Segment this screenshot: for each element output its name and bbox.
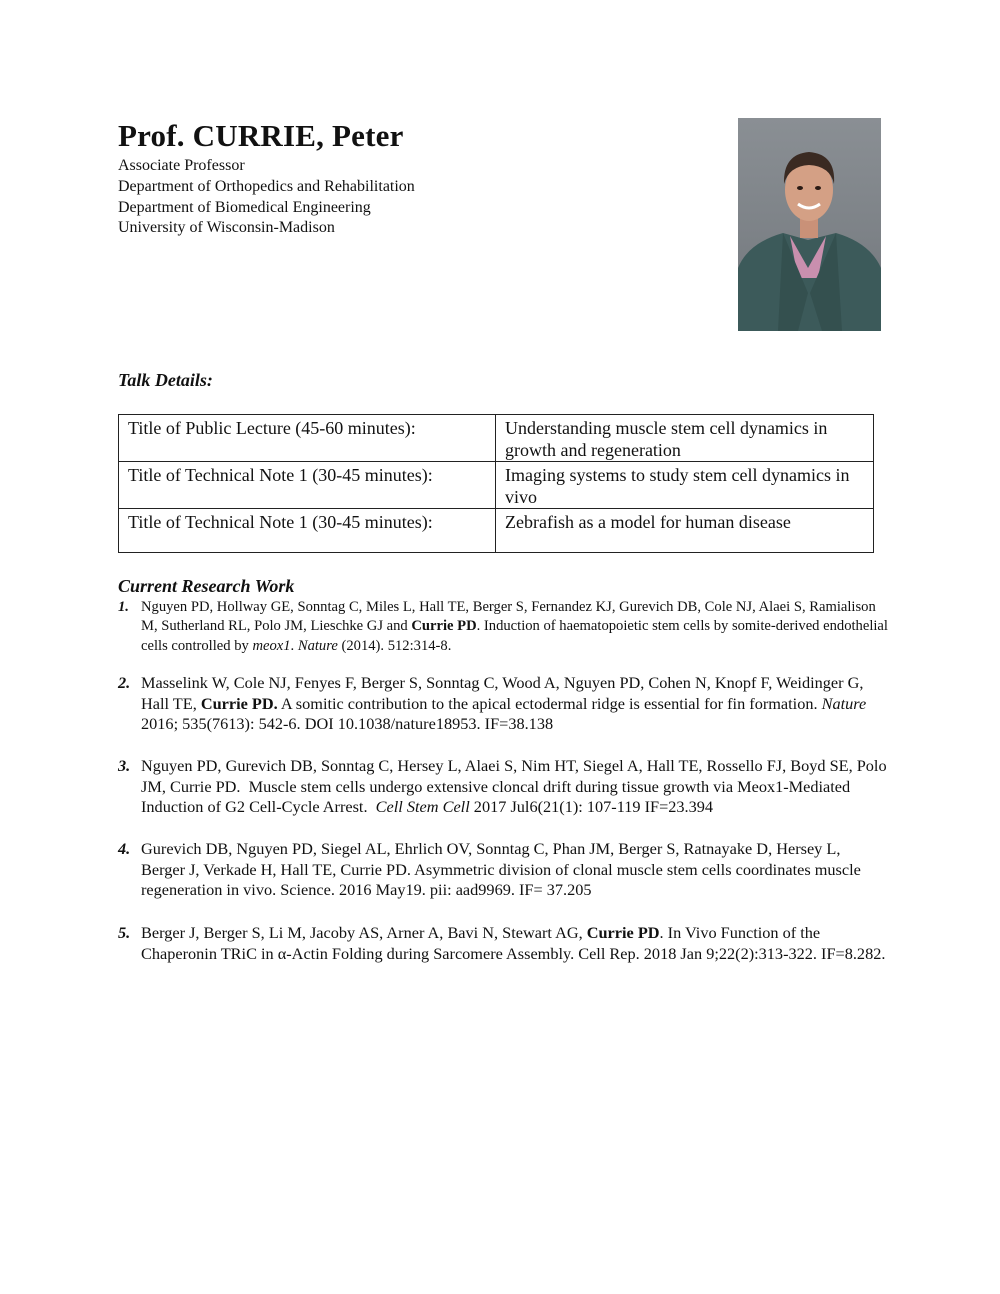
pub-authors: Berger J, Berger S, Li M, Jacoby AS, Arner A, Bavi N, Stewart AG,	[141, 923, 587, 942]
publication-text	[141, 756, 891, 818]
pub-journal: Nature	[297, 637, 338, 654]
table-row	[119, 415, 874, 462]
pub-journal: Nature	[821, 693, 867, 713]
publication-text	[141, 839, 888, 901]
pub-authors: Nguyen PD, Hollway GE, Sonntag C, Miles L, Hall TE, Berger S, Fernandez KJ, Gurevich DB, Cole NJ, Alaei S, Ramialison M, Sutherland RL, Polo JM, Lieschke GJ and	[141, 599, 876, 635]
research-heading: Current Research Work	[118, 576, 295, 596]
pub-highlight-author: Currie PD	[586, 923, 660, 942]
talk-details-table	[118, 414, 874, 553]
portrait-illustration	[738, 118, 881, 331]
pub-title: Nguyen PD, Gurevich DB, Sonntag C, Hersey L, Alaei S, Nim HT, Siegel A, Hall TE, Rossello FJ, Boyd SE, Polo JM, Currie PD. Muscle stem cells undergo extensive cloncal drift during tissue growth via Meox1-Mediated Induction of G2 Cell-Cycle Arrest.	[141, 756, 891, 817]
publication-number: 1.	[118, 599, 129, 615]
pub-title: A somitic contribution to the apical ectodermal ridge is essential for fin formation.	[277, 693, 822, 713]
person-name: Prof. CURRIE, Peter	[118, 118, 404, 153]
talk-details-heading: Talk Details:	[118, 370, 213, 390]
publication-text	[141, 673, 888, 735]
university: University of Wisconsin-Madison	[118, 219, 335, 237]
publication-item	[118, 673, 888, 735]
talk-title: Zebrafish as a model for human disease	[496, 509, 874, 553]
pub-journal: Cell Stem Cell	[375, 797, 470, 817]
table-row	[119, 509, 874, 553]
pub-gene: meox1	[252, 637, 291, 654]
department-orthopedics: Department of Orthopedics and Rehabilitation	[118, 177, 415, 195]
pub-separator: .	[290, 637, 298, 654]
publication-item	[118, 839, 888, 901]
pub-title: . Induction of haematopoietic stem cells by somite-derived endothelial cells controlled by	[141, 618, 888, 654]
publication-item	[118, 923, 888, 964]
position-title: Associate Professor	[118, 157, 245, 174]
publication-number: 3.	[118, 756, 131, 775]
pub-citation: 2016; 535(7613): 542-6. DOI 10.1038/nature18953. IF=38.138	[141, 714, 554, 734]
talk-title: Understanding muscle stem cell dynamics in growth and regeneration	[496, 415, 874, 462]
pub-highlight-author: Currie PD	[411, 618, 477, 635]
affiliation-block	[118, 156, 415, 239]
publication-number: 2.	[118, 673, 131, 692]
pub-citation: 2017 Jul6(21(1): 107-119 IF=23.394	[469, 797, 714, 817]
department-biomedical: Department of Biomedical Engineering	[118, 198, 371, 216]
publication-text	[141, 923, 888, 964]
pub-authors: Masselink W, Cole NJ, Fenyes F, Berger S, Sonntag C, Wood A, Nguyen PD, Cohen N, Knopf F, Weidinger G, Hall TE,	[141, 673, 864, 713]
pub-citation: (2014). 512:314-8.	[337, 637, 452, 654]
table-row	[119, 462, 874, 509]
publication-number: 4.	[118, 839, 131, 858]
publication-item	[118, 756, 891, 818]
publication-text	[141, 598, 888, 656]
pub-title: . In Vivo Function of the Chaperonin TRiC in α-Actin Folding during Sarcomere Assembly. Cell Rep. 2018 Jan 9;22(2):313-322. IF=8.282.	[141, 923, 886, 963]
talk-label: Title of Public Lecture (45-60 minutes):	[119, 415, 496, 462]
portrait-photo	[738, 118, 881, 331]
pub-highlight-author: Currie PD.	[200, 693, 278, 713]
talk-label: Title of Technical Note 1 (30-45 minutes):	[119, 509, 496, 553]
talk-title: Imaging systems to study stem cell dynamics in vivo	[496, 462, 874, 509]
talk-label: Title of Technical Note 1 (30-45 minutes):	[119, 462, 496, 509]
publication-number: 5.	[118, 923, 131, 942]
publication-item	[118, 598, 888, 656]
pub-title: Gurevich DB, Nguyen PD, Siegel AL, Ehrlich OV, Sonntag C, Phan JM, Berger S, Ratnayake D, Hersey L, Berger J, Verkade H, Hall TE, Currie PD. Asymmetric division of clonal muscle stem cells coordinates muscle regeneration in vivo. Science. 2016 May19. pii: aad9969. IF= 37.205	[141, 839, 861, 900]
